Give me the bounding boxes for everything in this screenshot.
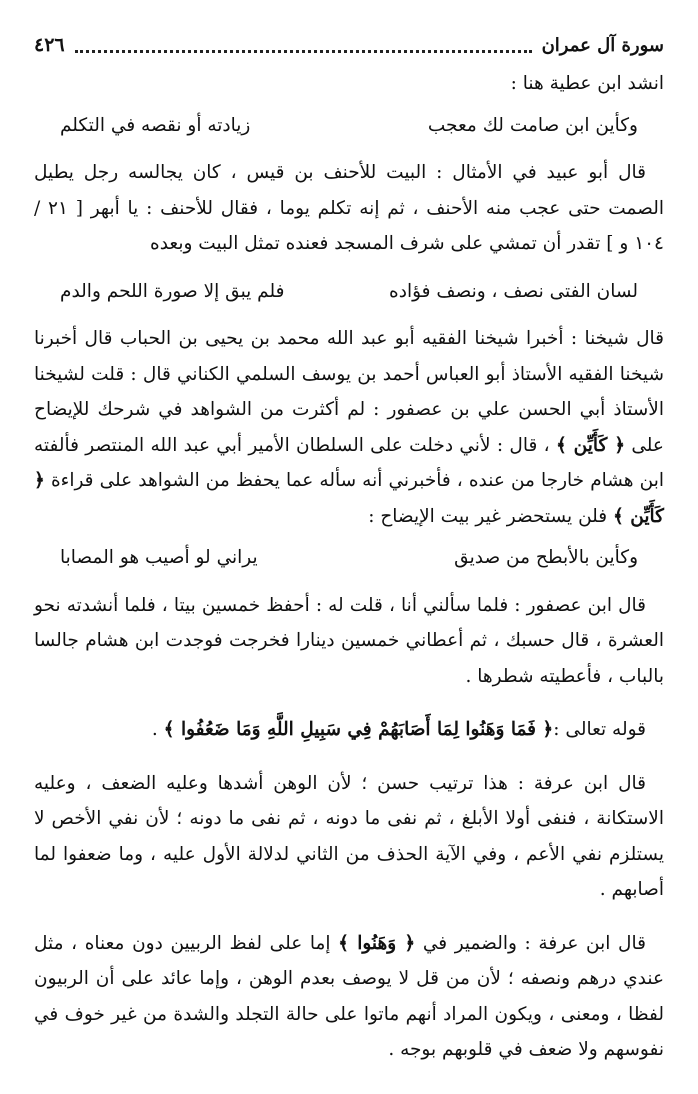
quran-reference-kaayyin-1: ﴿ كَأَيِّن ﴾: [555, 434, 626, 456]
verse-1-second-hemistich: زيادته أو نقصه في التكلم: [60, 114, 251, 136]
narration-text-middle: ، قال : لأني دخلت على السلطان الأمير أبي عبد الله المنتصر فألفته ابن هشام خارجا من عنده ، فأخبرني أنه سأله عما يحفظ من الشواهد على قراءة: [34, 434, 664, 491]
verse-1-first-hemistich: وكأين ابن صامت لك معجب: [427, 114, 638, 136]
poetry-verse-3: [34, 540, 664, 576]
verse-3-first-hemistich: وكأين بالأبطح من صديق: [454, 547, 638, 568]
book-page: [34, 30, 664, 1080]
paragraph-intro: انشد ابن عطية هنا :: [510, 73, 664, 94]
paragraph-ibn-arafa-1: قال ابن عرفة : هذا ترتيب حسن ؛ لأن الوهن أشدها وعليه الضعف ، وعليه الاستكانة ، فنفى أولا الأبلغ ، ثم نفى ما دونه ، ثم نفى ما دونه ؛ لأن نفي الأخص لا يستلزم نفي الأعم ، وفي الآية الحذف من الثاني لدلالة الأول عليه ، وما ضعفوا لما أصابهم .: [34, 772, 664, 900]
quran-verse-text: ﴿ فَمَا وَهَنُوا لِمَا أَصَابَهُمْ فِي سَبِيلِ اللَّهِ وَمَا ضَعُفُوا ﴾: [163, 719, 554, 740]
page-number: ٤٢٦: [34, 34, 65, 56]
quran-reference-wahanu: ﴿ وَهَنُوا ﴾: [338, 932, 416, 954]
surah-title: سورة آل عمران: [541, 34, 664, 56]
verse-end-mark: .: [151, 719, 158, 740]
paragraph-abu-ubaid: قال أبو عبيد في الأمثال : البيت للأحنف بن قيس ، كان يجالسه رجل يطيل الصمت حتى عجب منه الأحنف ، ثم إنه تكلم يوما ، فقال للأحنف : يا أبهر [ ٢١ / ١٠٤ و ] تقدر أن تمشي على شرف المسجد فعنده تمثل البيت وبعده: [34, 162, 664, 254]
poetry-verse-1: [34, 108, 664, 144]
pronoun-text-start: قال ابن عرفة : والضمير في: [422, 932, 646, 954]
verse-3-second-hemistich: يراني لو أصيب هو المصابا: [60, 547, 258, 568]
poetry-verse-2: [34, 274, 664, 310]
verse-2-first-hemistich: لسان الفتى نصف ، ونصف فؤاده: [389, 280, 638, 302]
header-dotted-rule: [75, 38, 532, 53]
narration-text-end: فلن يستحضر غير بيت الإيضاح :: [368, 505, 608, 527]
paragraph-ibn-arafa-2: [34, 926, 664, 1068]
verse-intro-text: قوله تعالى :: [553, 719, 646, 740]
narration-text-start: قال شيخنا : أخبرا شيخنا الفقيه أبو عبد الله محمد بن يحيى بن الحباب قال أخبرنا شيخنا الفقيه الأستاذ أبو العباس أحمد بن يوسف السلمي الكناني قال : قلت لشيخنا الأستاذ أبي الحسن علي بن عصفور : لم أكثرت من الشواهد في شرحك للإيضاح على: [34, 328, 664, 456]
paragraph-quran-verse: [34, 712, 664, 748]
pronoun-text-end: إما على لفظ الربيين دون معناه ، مثل عندي درهم ونصفه ؛ لأن من قل لا يوصف بعدم الوهن ، وإما عائد على أن الربيون لفظا ، ومعنى ، ويكون المراد أنهم ماتوا على حالة التجلد والشدة من غير خوف في نفوسهم ولا ضعف في قلوبهم بوجه .: [34, 932, 664, 1060]
verse-2-second-hemistich: فلم يبق إلا صورة اللحم والدم: [60, 280, 285, 302]
paragraph-shaykh-narration: [34, 321, 664, 534]
page-header: [34, 30, 664, 60]
quran-reference-kaayyin-2: ﴿ كَأَيِّن ﴾: [34, 470, 664, 527]
paragraph-ibn-usfur: قال ابن عصفور : فلما سألني أنا ، قلت له : أحفظ خمسين بيتا ، فلما أنشدته نحو العشرة ، قال حسبك ، ثم أعطاني خمسين دينارا فخرجت فوجدت ابن هشام جالسا بالباب ، فأعطيته شطرها .: [34, 594, 664, 687]
